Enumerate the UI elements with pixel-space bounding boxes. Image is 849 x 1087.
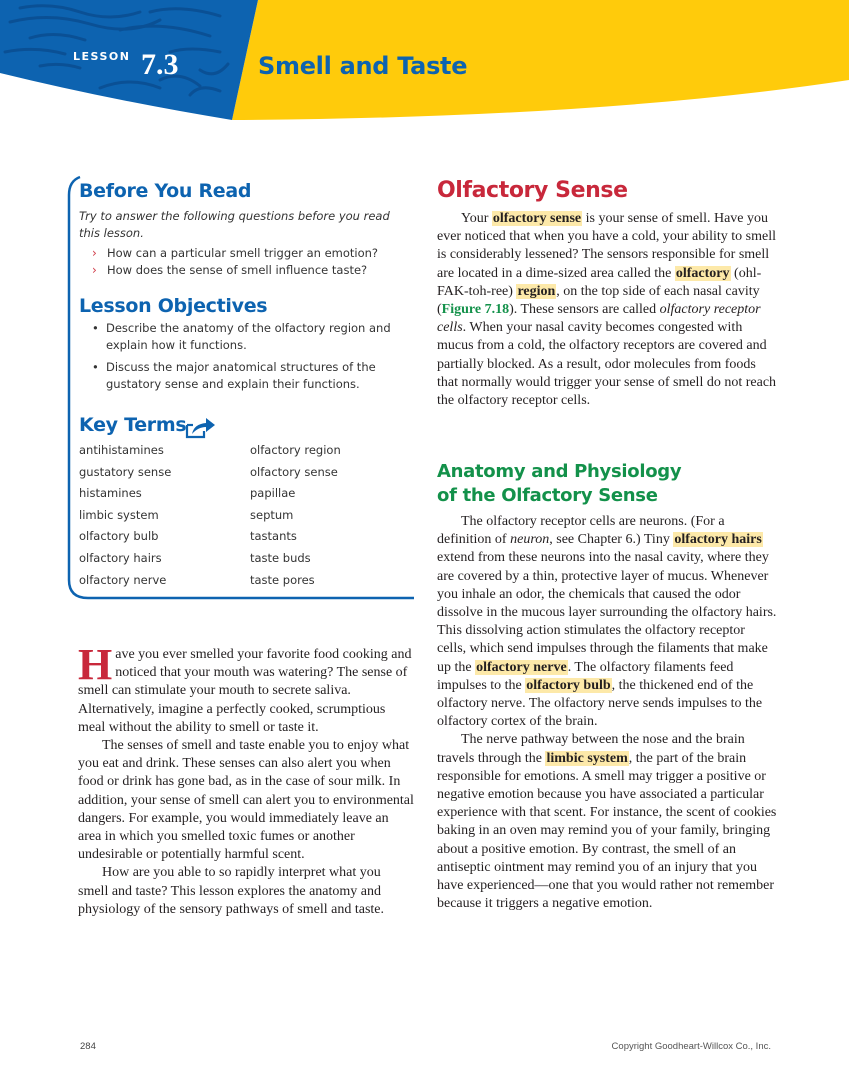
key-term-highlight: olfactory nerve: [476, 659, 567, 675]
before-you-read-intro: Try to answer the following questions before you read this lesson.: [79, 209, 390, 240]
chevron-right-icon: ›: [92, 263, 97, 277]
intro-text: [78, 640, 414, 919]
key-terms-column-2: [250, 442, 341, 593]
lesson-label: LESSON: [73, 50, 131, 63]
anatomy-heading: Anatomy and Physiology of the Olfactory Sense: [437, 461, 682, 506]
key-term[interactable]: septum: [250, 507, 294, 522]
key-term[interactable]: olfactory region: [250, 443, 341, 457]
key-term-highlight: region: [517, 283, 556, 299]
intro-paragraph-2: The senses of smell and taste enable you to enjoy what you eat and drink. These senses can also alert you when food or drink has gone bad, as in the case of sour milk. In addition, your sense of smell can alert you to environmental dangers. For example, you would immediately leave an area in which you smelled toxic fumes or another undesirable or potentially harmful scent.: [78, 738, 414, 863]
key-terms-heading: Key Terms: [79, 414, 187, 436]
chevron-right-icon: ›: [92, 246, 97, 260]
key-term[interactable]: gustatory sense: [79, 464, 172, 479]
lesson-objectives-heading: Lesson Objectives: [79, 295, 268, 317]
key-term-highlight: olfactory: [675, 265, 730, 281]
key-term[interactable]: tastants: [250, 529, 297, 544]
objective-item: • Discuss the major anatomical structures of the gustatory sense and explain their functions.: [92, 360, 376, 391]
anatomy-text: [437, 513, 777, 913]
objectives-list: [92, 320, 414, 398]
key-term[interactable]: papillae: [250, 486, 296, 501]
question-list: [92, 245, 378, 279]
olfactory-paragraph: Your olfactory sense is your sense of smell. Have you ever noticed that when you have a cold, your ability to smell is considerably lessened? The sensors responsible for smell are located in a dime-sized area called the olfactory (ohl-FAK-toh-ree) region, on the top side of each nasal cavity (Figure 7.18). These sensors are called olfactory receptor cells. When your nasal cavity becomes congested with mucus from a cold, the olfactory receptors are covered and partially blocked. As a result, odor molecules from foods that normally would trigger your sense of smell do not reach the olfactory receptor cells.: [437, 211, 777, 409]
bullet-icon: •: [92, 360, 99, 374]
external-link-icon[interactable]: [184, 415, 218, 439]
bullet-icon: •: [92, 321, 99, 335]
before-you-read-heading: Before You Read: [79, 180, 252, 202]
page-number: 284: [80, 1041, 96, 1052]
question-item: › How does the sense of smell influence taste?: [92, 263, 368, 277]
lesson-title: Smell and Taste: [258, 52, 468, 80]
key-term[interactable]: limbic system: [79, 507, 159, 522]
key-term[interactable]: antihistamines: [79, 443, 164, 457]
key-term[interactable]: olfactory bulb: [79, 529, 159, 544]
key-term-highlight: olfactory hairs: [674, 532, 762, 548]
copyright-notice: Copyright Goodheart-Willcox Co., Inc.: [611, 1041, 771, 1052]
key-term[interactable]: taste pores: [250, 572, 315, 587]
olfactory-sense-heading: Olfactory Sense: [437, 178, 628, 203]
olfactory-sense-text: [437, 210, 777, 410]
intro-paragraph-3: How are you able to so rapidly interpret what you smell and taste? This lesson explores the anatomy and physiology of the sensory pathways of smell and taste.: [78, 865, 385, 917]
key-term[interactable]: olfactory hairs: [79, 550, 162, 565]
objective-item: • Describe the anatomy of the olfactory region and explain how it functions.: [92, 321, 391, 352]
intro-paragraph-1: Have you ever smelled your favorite food cooking and noticed that your mouth was watering? The sense of smell can stimulate your mouth to secrete saliva. Alternatively, imagine a perfectly cooked, scrumptious meal without the ability to smell or taste it.: [78, 640, 412, 735]
key-term-highlight: olfactory sense: [492, 211, 582, 226]
drop-cap: H: [78, 640, 113, 689]
lesson-number: 7.3: [141, 48, 179, 81]
key-term-highlight: limbic system: [546, 750, 628, 766]
key-term[interactable]: olfactory sense: [250, 464, 338, 479]
anatomy-paragraph-1: The olfactory receptor cells are neurons. (For a definition of neuron, see Chapter 6.) Tiny olfactory hairs extend from these neurons into the nasal cavity, where they are covered by a thin, protective layer of mucus. Whenever you inhale an odor, the chemicals that caused the odor dissolve in the mucous layer surrounding the olfactory hairs. This dissolving action stimulates the olfactory receptor cells, which send impulses through the filaments that make up the olfactory nerve. The olfactory filaments feed impulses to the olfactory bulb, the thickened end of the olfactory nerve. The olfactory nerve sends impulses to the olfactory cortex of the brain.: [437, 514, 777, 730]
question-item: › How can a particular smell trigger an emotion?: [92, 246, 379, 260]
key-term[interactable]: olfactory nerve: [79, 572, 167, 587]
figure-reference-link[interactable]: Figure 7.18: [441, 302, 510, 318]
key-term[interactable]: histamines: [79, 486, 142, 501]
key-terms-column-1: [79, 442, 171, 593]
anatomy-paragraph-2: The nerve pathway between the nose and the brain travels through the limbic system, the part of the brain responsible for emotions. A smell may trigger a positive or negative emotion because you have associated a particular experience with that scent. For instance, the scent of cookies baking in an oven may remind you of your family, bringing about a positive emotion. By contrast, the smell of an antiseptic ointment may remind you of an injury that you have experienced—one that you would rather not remember because it triggers a negative emotion.: [437, 732, 777, 912]
key-term[interactable]: taste buds: [250, 550, 311, 565]
key-term-highlight: olfactory bulb: [526, 677, 611, 693]
